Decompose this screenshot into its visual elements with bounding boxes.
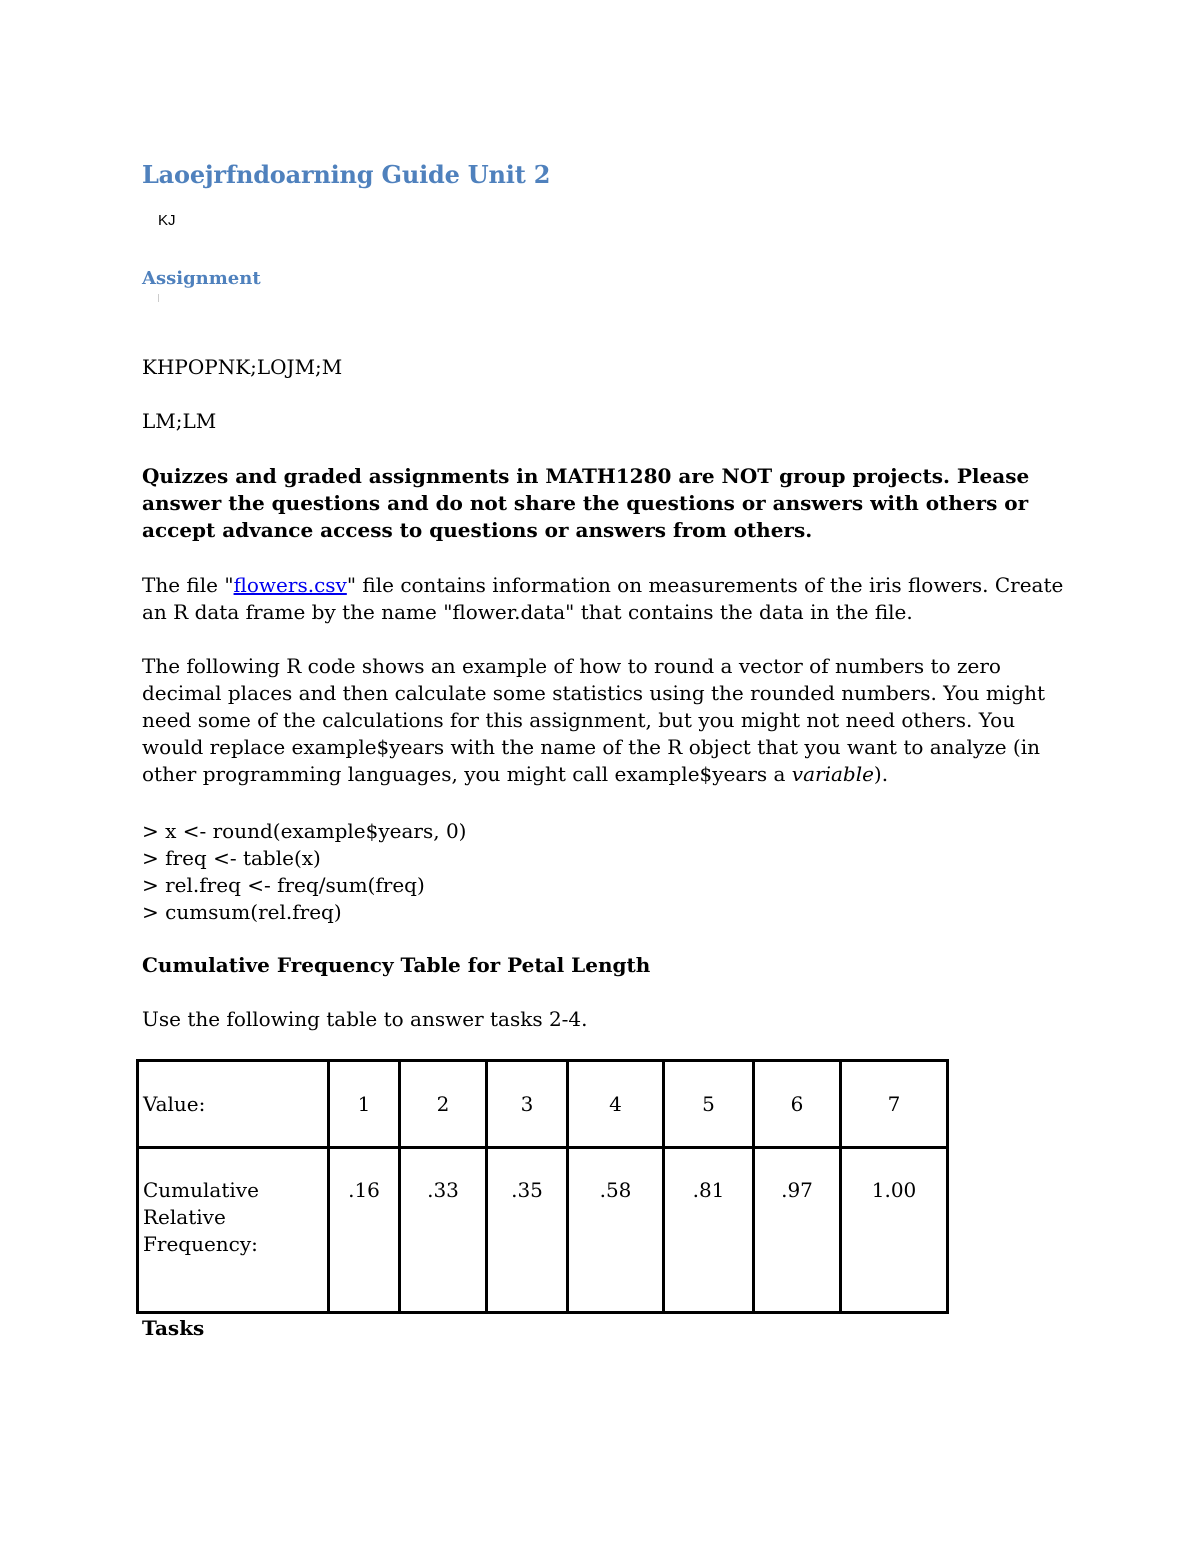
cumulative-frequency-table [136, 1059, 949, 1314]
code-line: > cumsum(rel.freq) [142, 900, 342, 924]
table-cell-value: 5 [664, 1061, 754, 1148]
code-line: > freq <- table(x) [142, 846, 321, 870]
code-line: > x <- round(example$years, 0) [142, 819, 467, 843]
tasks-heading: Tasks [142, 1316, 205, 1340]
example-paragraph-start: The following R code shows an example of how to round a vector of numbers to zero decimal places and then calculate some statistics using the rounded numbers. You might need some of the calculations for this assignment, but you might not need others. You would replace example$years with the name of the R object that you want to analyze (in other programming languages, you might call example$years a [142, 654, 1045, 786]
table-cell-label-value: Value: [138, 1061, 329, 1148]
document-title: Laoejrfndoarning Guide Unit 2 [142, 160, 551, 189]
file-paragraph [142, 572, 1072, 626]
table-cell-cumulative: .97 [754, 1148, 841, 1313]
table-cell-value: 1 [329, 1061, 400, 1148]
table-cell-value: 4 [568, 1061, 664, 1148]
text-cursor-mark [158, 294, 159, 302]
text-line-2: LM;LM [142, 409, 217, 433]
table-cell-value: 7 [841, 1061, 948, 1148]
table-row-cumulative [138, 1148, 948, 1313]
table-row-values [138, 1061, 948, 1148]
file-paragraph-end: " file contains information on measurements of the iris flowers. Create an R data frame by the name "flower.data" that contains the data in the file. [142, 573, 1064, 624]
example-paragraph-end: ). [873, 762, 889, 786]
table-cell-value: 6 [754, 1061, 841, 1148]
table-cell-cumulative: .35 [487, 1148, 568, 1313]
table-cell-cumulative: .16 [329, 1148, 400, 1313]
flowers-csv-link[interactable]: flowers.csv [233, 573, 347, 597]
table-heading: Cumulative Frequency Table for Petal Length [142, 953, 651, 977]
r-code-block [142, 818, 466, 926]
text-line-1: KHPOPNK;LOJM;M [142, 355, 343, 379]
table-cell-cumulative: .81 [664, 1148, 754, 1313]
file-paragraph-start: The file " [142, 573, 234, 597]
example-paragraph-italic: variable [791, 762, 874, 786]
table-cell-cumulative: .58 [568, 1148, 664, 1313]
author-initials: KJ [158, 212, 176, 229]
code-line: > rel.freq <- freq/sum(freq) [142, 873, 425, 897]
table-cell-cumulative: 1.00 [841, 1148, 948, 1313]
table-intro: Use the following table to answer tasks 2-4. [142, 1007, 588, 1031]
table-cell-cumulative: .33 [400, 1148, 487, 1313]
notice-paragraph: Quizzes and graded assignments in MATH1280 are NOT group projects. Please answer the questions and do not share the questions or answers with others or accept advance access to questions or answers from others. [142, 464, 1030, 542]
example-paragraph [142, 653, 1072, 788]
table-cell-value: 3 [487, 1061, 568, 1148]
section-heading-assignment: Assignment [142, 268, 261, 289]
table-cell-label-cumulative: Cumulative Relative Frequency: [138, 1148, 329, 1313]
table-cell-value: 2 [400, 1061, 487, 1148]
